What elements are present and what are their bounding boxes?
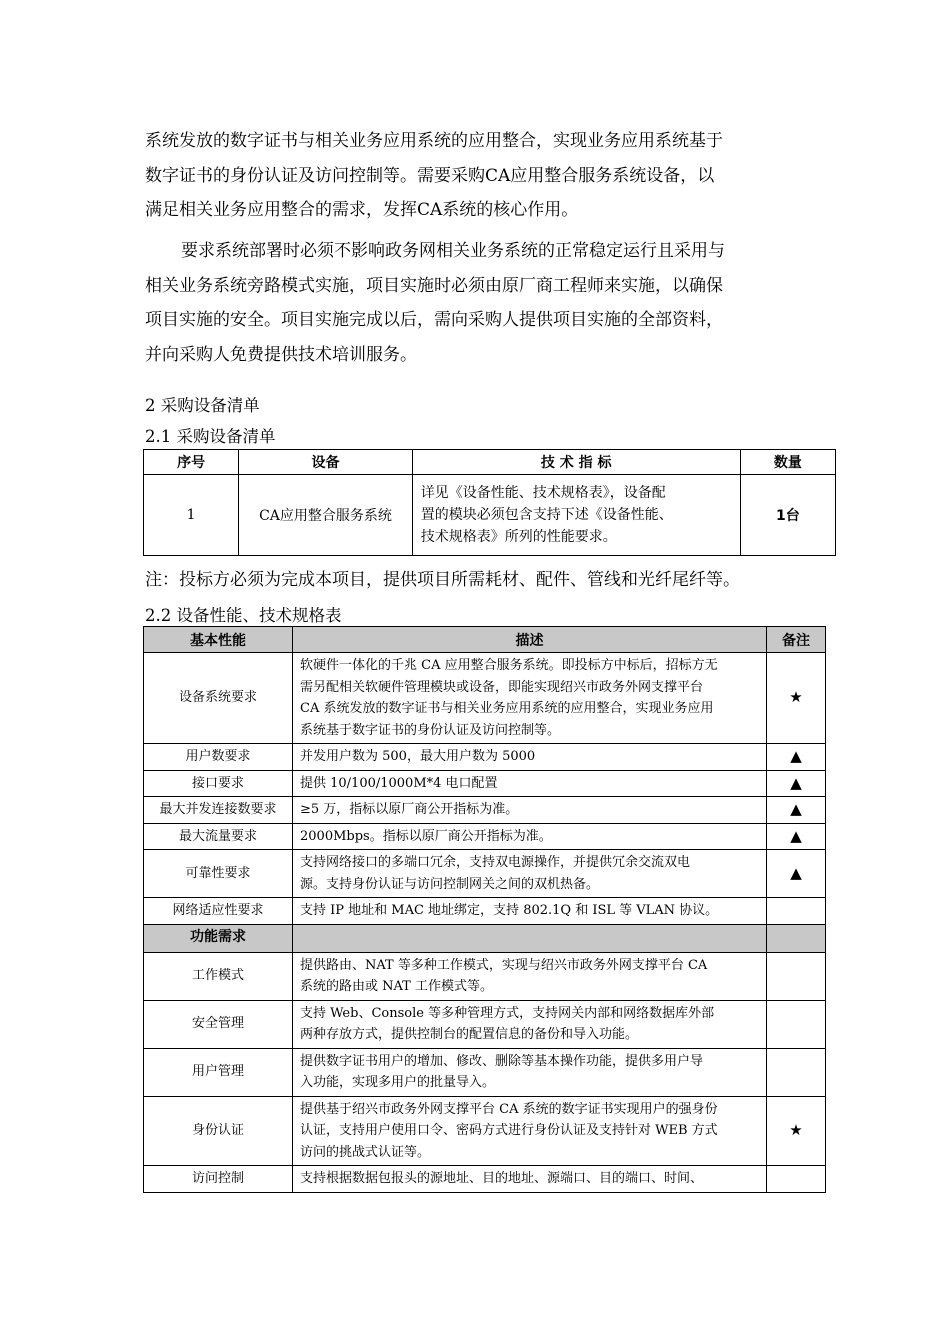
row-description: [293, 744, 767, 771]
row-mark: [767, 1166, 826, 1193]
spec-line: 技术规格表》所列的性能要求。: [420, 529, 617, 545]
row-mark: ▲: [767, 823, 826, 850]
table-row: [144, 475, 836, 556]
row-name: 用户管理: [144, 1048, 293, 1096]
row-index: 1: [144, 475, 239, 556]
function-header-label: 功能需求: [144, 924, 293, 952]
row-name: 设备系统要求: [144, 653, 293, 744]
intro-paragraph: [145, 124, 805, 228]
column-header-spec: 技 术 指 标: [412, 450, 740, 475]
description-line: 2000Mbps。指标以原厂商公开指标为准。: [300, 828, 552, 844]
requirement-paragraph: [145, 234, 805, 372]
description-line: 提供数字证书用户的增加、修改、删除等基本操作功能，提供多用户导: [300, 1053, 704, 1069]
description-line: 软硬件一体化的千兆 CA 应用整合服务系统。即投标方中标后，招标方无: [300, 658, 718, 673]
description-line: 并发用户数为 500，最大用户数为 5000: [300, 749, 536, 764]
spec-table-header-row: [144, 627, 826, 653]
spec-line: 置的模块必须包含支持下述《设备性能、: [420, 507, 673, 523]
column-header-index: 序号: [144, 450, 239, 475]
row-mark: ▲: [767, 744, 826, 771]
description-line: 支持根据数据包报头的源地址、目的地址、源端口、目的端口、时间、: [300, 1171, 704, 1186]
requirement-line: 项目实施的安全。项目实施完成以后，需向采购人提供项目实施的全部资料，: [145, 310, 723, 330]
row-name: 接口要求: [144, 770, 293, 797]
row-name: 工作模式: [144, 952, 293, 1000]
row-mark: [767, 1000, 826, 1048]
intro-line: 系统发放的数字证书与相关业务应用系统的应用整合，实现业务应用系统基于: [145, 131, 723, 151]
table-row: [144, 952, 826, 1000]
function-header-empty: [293, 924, 767, 952]
row-description: [293, 653, 767, 744]
row-spec: [412, 475, 740, 556]
table-header-row: [144, 450, 836, 475]
requirement-line: 相关业务系统旁路模式实施，项目实施时必须由原厂商工程师来实施，以确保: [145, 275, 723, 296]
note-text: 注：投标方必须为完成本项目，提供项目所需耗材、配件、管线和光纤尾纤等。: [145, 570, 740, 590]
row-mark: ▲: [767, 850, 826, 898]
row-description: [293, 1166, 767, 1193]
row-device: CA应用整合服务系统: [239, 475, 413, 556]
description-line: 两种存放方式，提供控制台的配置信息的备份和导入功能。: [300, 1027, 639, 1042]
row-description: [293, 1096, 767, 1166]
section-2-2-heading: 2.2 设备性能、技术规格表: [145, 606, 342, 625]
description-line: 访问的挑战式认证等。: [300, 1144, 431, 1160]
intro-line: 数字证书的身份认证及访问控制等。需要采购CA应用整合服务系统设备，以: [145, 165, 715, 186]
row-name: 用户数要求: [144, 744, 293, 771]
row-description: [293, 1048, 767, 1096]
description-line: 支持 IP 地址和 MAC 地址绑定，支持 802.1Q 和 ISL 等 VLAN 协议。: [300, 903, 719, 918]
row-mark: ▲: [767, 797, 826, 824]
row-description: [293, 797, 767, 824]
description-line: 提供 10/100/1000M*4 电口配置: [300, 775, 498, 791]
row-description: [293, 770, 767, 797]
description-line: 提供基于绍兴市政务外网支撑平台 CA 系统的数字证书实现用户的强身份: [300, 1101, 718, 1117]
description-line: ≥5 万，指标以原厂商公开指标为准。: [300, 802, 519, 817]
row-name: 网络适应性要求: [144, 898, 293, 925]
row-description: [293, 952, 767, 1000]
row-mark: [767, 898, 826, 925]
function-header-empty: [767, 924, 826, 952]
description-line: 认证，支持用户使用口令、密码方式进行身份认证及支持针对 WEB 方式: [300, 1123, 718, 1138]
table-row: [144, 770, 826, 797]
row-name: 访问控制: [144, 1166, 293, 1193]
row-mark: [767, 1048, 826, 1096]
row-mark: [767, 952, 826, 1000]
description-line: 源。支持身份认证与访问控制网关之间的双机热备。: [300, 876, 600, 892]
table-row: [144, 653, 826, 744]
row-mark: ★: [767, 1096, 826, 1166]
section-2-heading: 2 采购设备清单: [145, 396, 260, 415]
table-row: [144, 1166, 826, 1193]
function-section: [144, 924, 826, 952]
column-header-device: 设备: [239, 450, 413, 475]
basic-performance-rows: [144, 653, 826, 925]
description-line: 入功能，实现多用户的批量导入。: [300, 1075, 496, 1090]
description-line: CA 系统发放的数字证书与相关业务应用系统的应用整合，实现业务应用: [300, 701, 714, 716]
table-row: [144, 744, 826, 771]
function-header-row: [144, 924, 826, 952]
column-header-description: 描述: [293, 627, 767, 653]
table-row: [144, 1096, 826, 1166]
requirement-line: 要求系统部署时必须不影响政务网相关业务系统的正常稳定运行且采用与: [181, 241, 725, 261]
row-description: [293, 1000, 767, 1048]
table-row: [144, 797, 826, 824]
section-2-1-heading: 2.1 采购设备清单: [145, 427, 276, 446]
row-description: [293, 898, 767, 925]
row-quantity: 1台: [740, 475, 835, 556]
row-name: 身份认证: [144, 1096, 293, 1166]
spec-line: 详见《设备性能、技术规格表》，设备配: [420, 485, 666, 501]
row-name: 可靠性要求: [144, 850, 293, 898]
description-line: 支持 Web、Console 等多种管理方式，支持网关内部和网络数据库外部: [300, 1005, 715, 1021]
description-line: 支持网络接口的多端口冗余，支持双电源操作，并提供冗余交流双电: [300, 855, 691, 870]
description-line: 需另配相关软硬件管理模块或设备，即能实现绍兴市政务外网支撑平台: [300, 679, 704, 695]
requirement-line: 并向采购人免费提供技术培训服务。: [145, 344, 417, 365]
function-rows: [144, 952, 826, 1192]
row-mark: ▲: [767, 770, 826, 797]
procurement-table: [143, 449, 836, 556]
spec-table: [143, 626, 826, 1193]
description-line: 系统的路由或 NAT 工作模式等。: [300, 979, 493, 994]
table-row: [144, 898, 826, 925]
row-name: 最大并发连接数要求: [144, 797, 293, 824]
description-line: 提供路由、NAT 等多种工作模式，实现与绍兴市政务外网支撑平台 CA: [300, 957, 708, 973]
column-header-remark: 备注: [767, 627, 826, 653]
column-header-quantity: 数量: [740, 450, 835, 475]
intro-line: 满足相关业务应用整合的需求，发挥CA系统的核心作用。: [145, 200, 579, 220]
description-line: 系统基于数字证书的身份认证及访问控制等。: [300, 722, 561, 738]
row-name: 安全管理: [144, 1000, 293, 1048]
table-row: [144, 850, 826, 898]
row-description: [293, 823, 767, 850]
table-row: [144, 1048, 826, 1096]
row-mark: ★: [767, 653, 826, 744]
column-header-basic: 基本性能: [144, 627, 293, 653]
table-row: [144, 1000, 826, 1048]
row-description: [293, 850, 767, 898]
row-name: 最大流量要求: [144, 823, 293, 850]
table-row: [144, 823, 826, 850]
